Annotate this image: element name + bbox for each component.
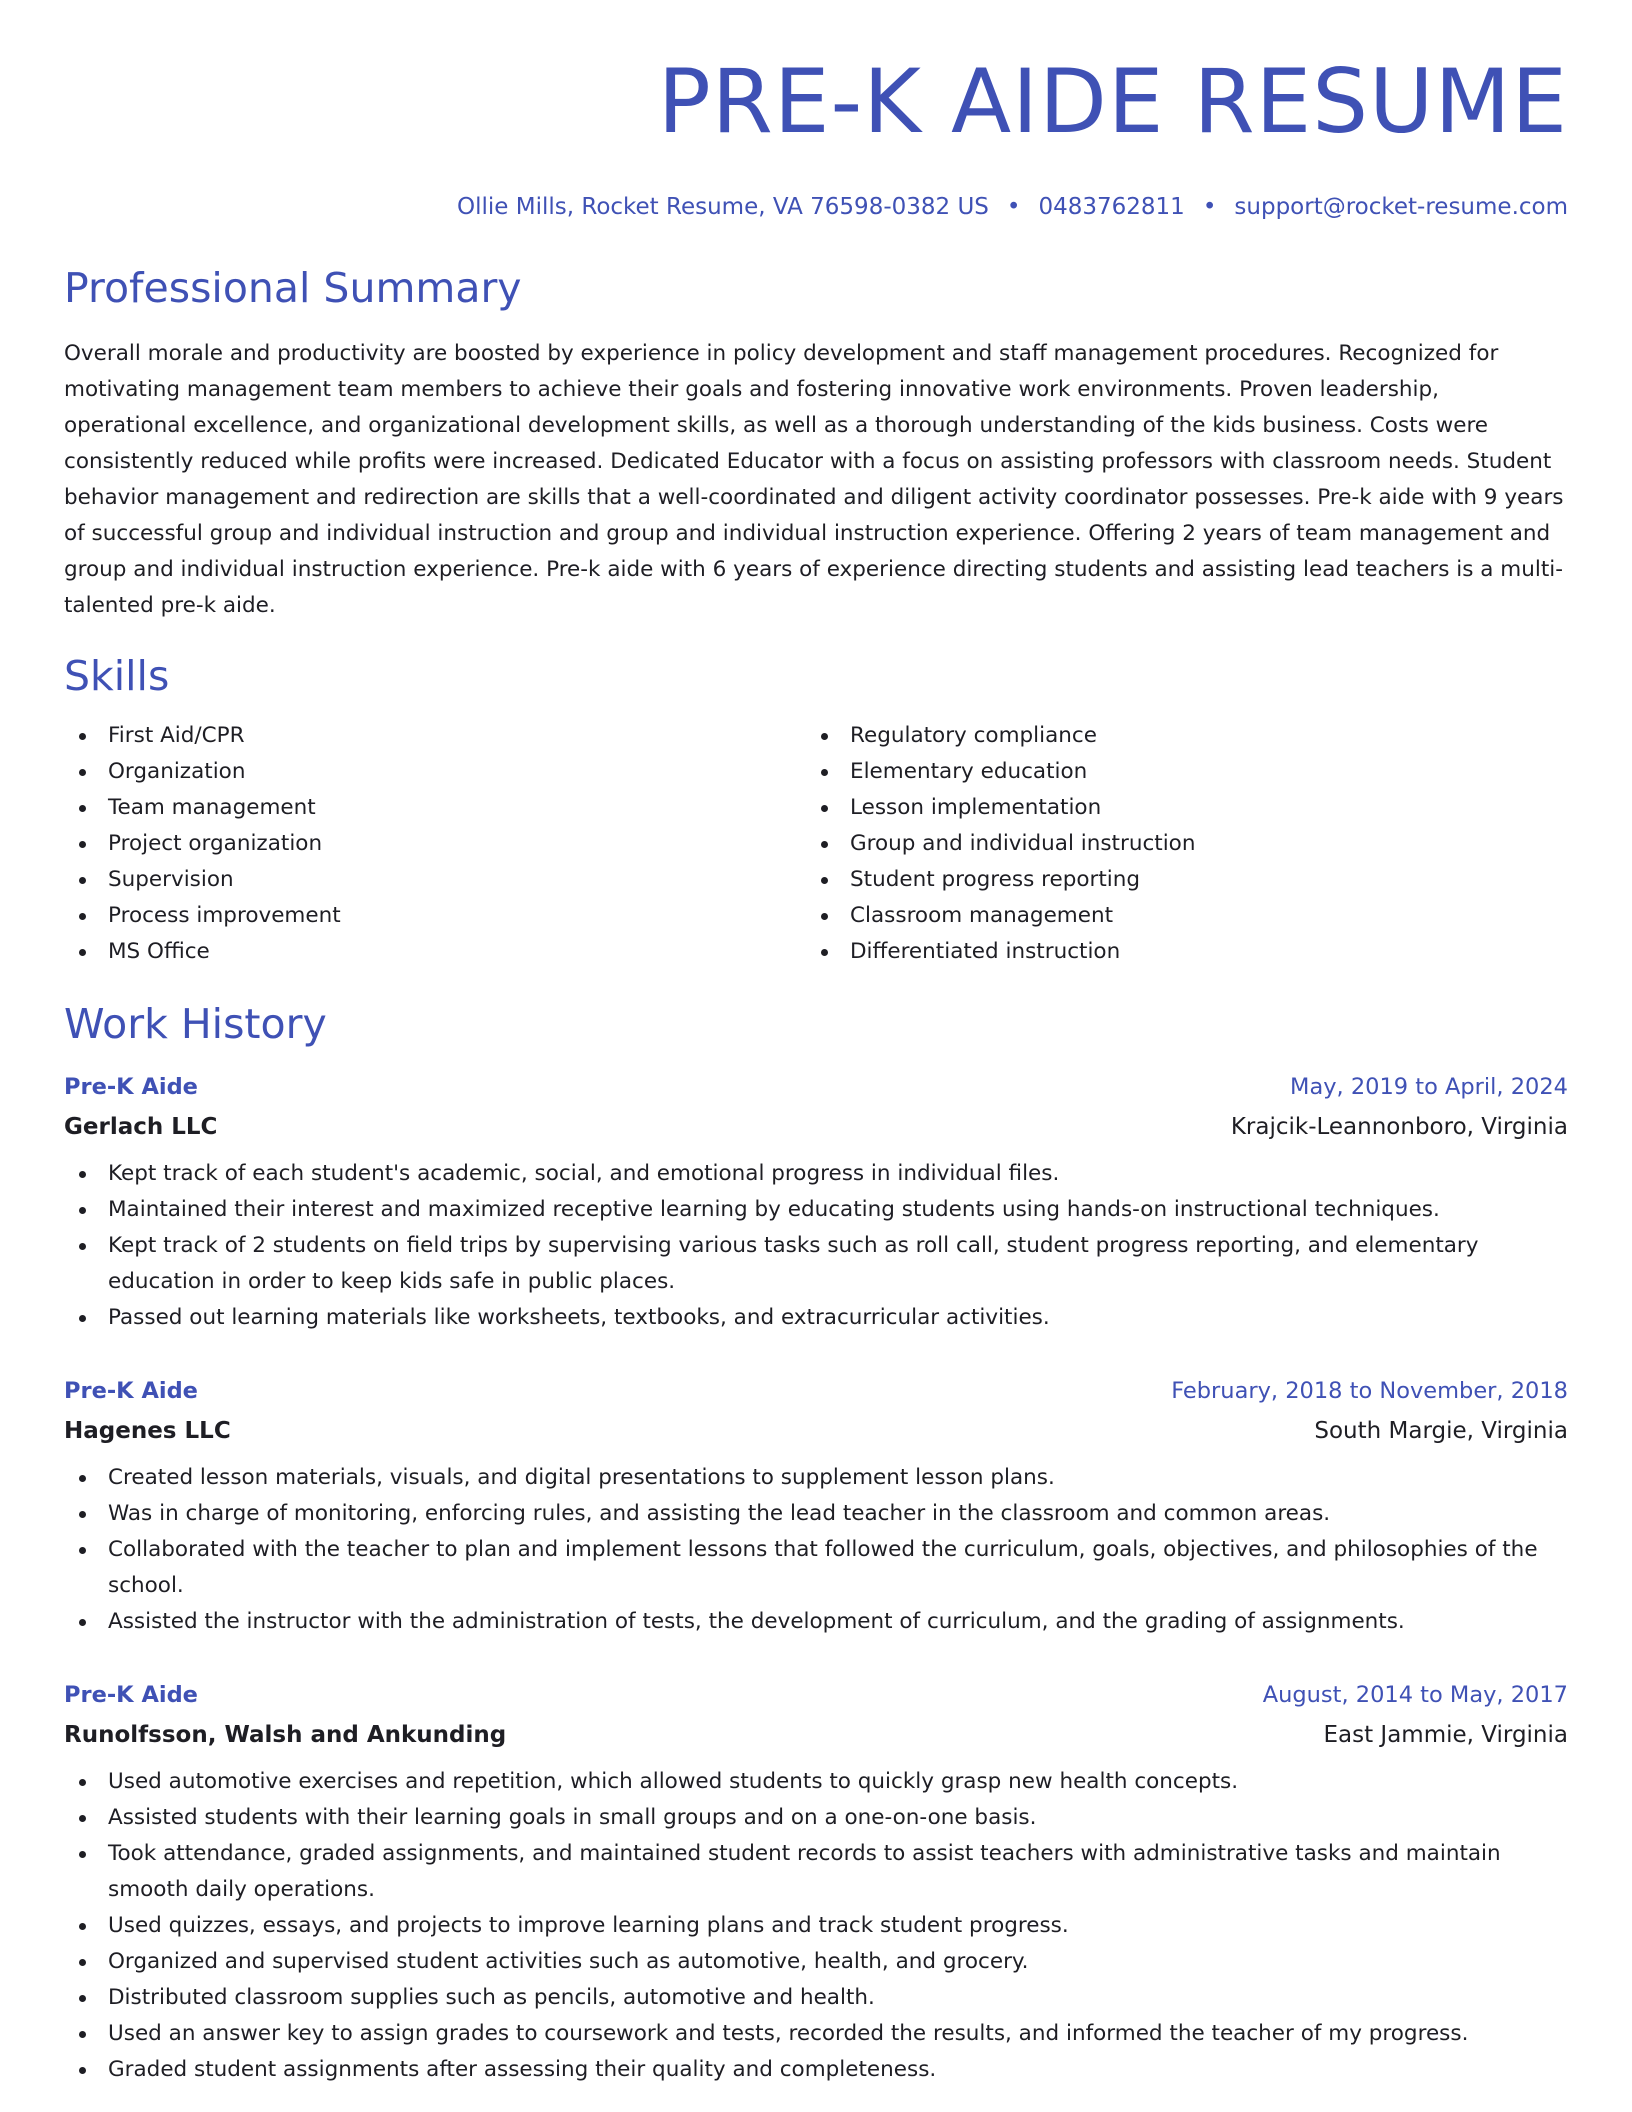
job-bullet: Kept track of each student's academic, social, and emotional progress in individual files. xyxy=(64,1156,1568,1192)
section-heading-summary: Professional Summary xyxy=(64,264,522,312)
work-history-section xyxy=(64,998,1568,2088)
job-location: South Margie, Virginia xyxy=(1314,1418,1568,1444)
job-bullet: Passed out learning materials like worksheets, textbooks, and extracurricular activities. xyxy=(64,1300,1568,1336)
job-bullet: Assisted the instructor with the administration of tests, the development of curriculum, and the grading of assignments. xyxy=(64,1604,1568,1640)
skill-item: Lesson implementation xyxy=(806,790,1548,826)
summary-text: Overall morale and productivity are boosted by experience in policy development and staff management procedures. Recognized for motivating management team members to achieve their goals and fostering innovative work environments. Proven leadership, operational excellence, and organizational development skills, as well as a thorough understanding of the kids business. Costs were consistently reduced while profits were increased. Dedicated Educator with a focus on assisting professors with classroom needs. Student behavior management and redirection are skills that a well-coordinated and diligent activity coordinator possesses. Pre-k aide with 9 years of successful group and individual instruction and group and individual instruction experience. Offering 2 years of team management and group and individual instruction experience. Pre-k aide with 6 years of experience directing students and assisting lead teachers is a multi-talented pre-k aide. xyxy=(64,341,1564,618)
job-dates: August, 2014 to May, 2017 xyxy=(1262,1682,1568,1708)
skill-item: Regulatory compliance xyxy=(806,718,1548,754)
job-bullet: Kept track of 2 students on field trips by supervising various tasks such as roll call, student progress reporting, and elementary education in order to keep kids safe in public places. xyxy=(64,1228,1568,1300)
skills-column-right xyxy=(806,718,1548,970)
contact-line xyxy=(64,192,1568,222)
skill-item: Differentiated instruction xyxy=(806,934,1548,970)
job-company-row xyxy=(64,1102,1568,1142)
job-dates: February, 2018 to November, 2018 xyxy=(1171,1378,1568,1404)
skill-item: MS Office xyxy=(64,934,806,970)
skill-item: Group and individual instruction xyxy=(806,826,1548,862)
job-bullet: Took attendance, graded assignments, and maintained student records to assist teachers with administrative tasks and maintain smooth daily operations. xyxy=(64,1836,1568,1908)
skills-column-left xyxy=(64,718,806,970)
job-company-row xyxy=(64,1710,1568,1750)
job-bullet: Created lesson materials, visuals, and digital presentations to supplement lesson plans. xyxy=(64,1460,1568,1496)
job-dates: May, 2019 to April, 2024 xyxy=(1290,1074,1568,1100)
contact-separator: • xyxy=(1202,194,1217,220)
job-title: Pre-K Aide xyxy=(64,1074,198,1100)
resume-title: PRE-K AIDE RESUME xyxy=(657,50,1568,153)
contact-address: Ollie Mills, Rocket Resume, VA 76598-0382 US xyxy=(457,194,989,220)
job-title: Pre-K Aide xyxy=(64,1378,198,1404)
job-bullet: Used automotive exercises and repetition, which allowed students to quickly grasp new health concepts. xyxy=(64,1764,1568,1800)
professional-summary-section xyxy=(64,262,1568,624)
skill-item: Organization xyxy=(64,754,806,790)
job-bullet: Graded student assignments after assessing their quality and completeness. xyxy=(64,2052,1568,2088)
job-company-row xyxy=(64,1406,1568,1446)
job-bullet: Used quizzes, essays, and projects to improve learning plans and track student progress. xyxy=(64,1908,1568,1944)
skills-section xyxy=(64,650,1568,970)
job-bullets xyxy=(64,1156,1568,1336)
skill-item: Classroom management xyxy=(806,898,1548,934)
job-bullets xyxy=(64,1764,1568,2088)
contact-separator: • xyxy=(1006,194,1021,220)
job-entry xyxy=(64,1680,1568,2088)
job-title: Pre-K Aide xyxy=(64,1682,198,1708)
job-company: Gerlach LLC xyxy=(64,1114,218,1140)
job-entry xyxy=(64,1376,1568,1640)
job-entry xyxy=(64,1072,1568,1336)
job-title-row xyxy=(64,1376,1568,1406)
skills-grid xyxy=(64,718,1568,970)
skill-item: Team management xyxy=(64,790,806,826)
resume-header xyxy=(64,0,1568,222)
skill-item: Elementary education xyxy=(806,754,1548,790)
job-bullet: Maintained their interest and maximized receptive learning by educating students using hands-on instructional techniques. xyxy=(64,1192,1568,1228)
skill-item: Supervision xyxy=(64,862,806,898)
job-bullet: Was in charge of monitoring, enforcing rules, and assisting the lead teacher in the classroom and common areas. xyxy=(64,1496,1568,1532)
contact-email[interactable]: support@rocket-resume.com xyxy=(1234,194,1568,220)
job-company: Runolfsson, Walsh and Ankunding xyxy=(64,1722,507,1748)
job-company: Hagenes LLC xyxy=(64,1418,231,1444)
job-title-row xyxy=(64,1680,1568,1710)
section-heading-work: Work History xyxy=(64,1000,327,1048)
job-bullet: Assisted students with their learning goals in small groups and on a one-on-one basis. xyxy=(64,1800,1568,1836)
job-bullet: Used an answer key to assign grades to coursework and tests, recorded the results, and informed the teacher of my progress. xyxy=(64,2016,1568,2052)
section-heading-skills: Skills xyxy=(64,652,170,700)
job-bullets xyxy=(64,1460,1568,1640)
job-bullet: Collaborated with the teacher to plan and implement lessons that followed the curriculum, goals, objectives, and philosophies of the school. xyxy=(64,1532,1568,1604)
job-title-row xyxy=(64,1072,1568,1102)
job-bullet: Organized and supervised student activities such as automotive, health, and grocery. xyxy=(64,1944,1568,1980)
resume-page xyxy=(64,0,1568,2088)
skill-item: Project organization xyxy=(64,826,806,862)
contact-phone[interactable]: 0483762811 xyxy=(1038,194,1185,220)
job-location: East Jammie, Virginia xyxy=(1323,1722,1568,1748)
skill-item: Process improvement xyxy=(64,898,806,934)
skill-item: First Aid/CPR xyxy=(64,718,806,754)
job-location: Krajcik-Leannonboro, Virginia xyxy=(1230,1114,1568,1140)
job-bullet: Distributed classroom supplies such as pencils, automotive and health. xyxy=(64,1980,1568,2016)
skill-item: Student progress reporting xyxy=(806,862,1548,898)
